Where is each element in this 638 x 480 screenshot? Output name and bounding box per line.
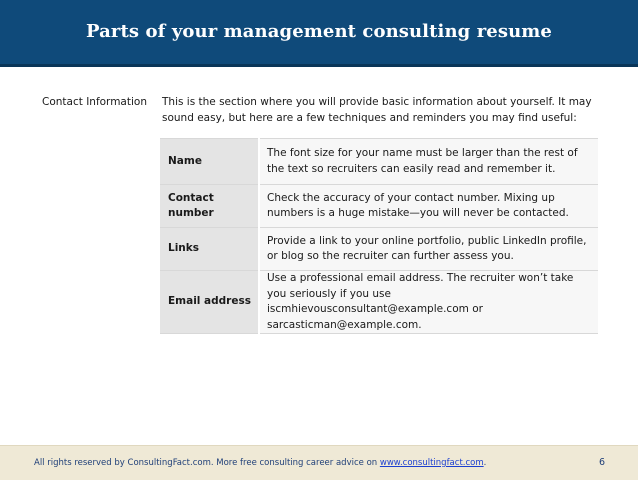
section-label: Contact Information — [42, 96, 147, 108]
footer-copyright — [34, 458, 486, 468]
footer-text-prefix: All rights reserved by ConsultingFact.com. More free consulting career advice on — [34, 458, 380, 468]
table-row — [160, 139, 598, 185]
tip-key-links: Links — [160, 228, 259, 271]
page-number: 6 — [598, 457, 605, 468]
table-row — [160, 228, 598, 271]
tip-key-email-address: Email address — [160, 271, 259, 334]
footer-website-link[interactable]: www.consultingfact.com — [379, 458, 484, 468]
tips-table — [160, 138, 598, 334]
table-row — [160, 271, 598, 334]
tip-text-name: The font size for your name must be larger than the rest of the text so recruiters can easily read and remember it. — [259, 139, 598, 185]
slide-title: Parts of your management consulting resume — [86, 21, 552, 42]
tip-text-links: Provide a link to your online portfolio, public LinkedIn profile, or blog so the recruiter can further assess you. — [259, 228, 598, 271]
table-row — [160, 185, 598, 228]
footer-bar — [0, 445, 638, 480]
tip-key-name: Name — [160, 139, 259, 185]
tip-key-contact-number: Contact number — [160, 185, 259, 228]
footer-text-suffix: . — [483, 458, 487, 468]
title-bar — [0, 0, 638, 67]
tip-text-email-address: Use a professional email address. The recruiter won’t take you seriously if you use iscmhievousconsultant@example.com or sarcasticman@example.com. — [259, 271, 598, 334]
tip-text-contact-number: Check the accuracy of your contact number. Mixing up numbers is a huge mistake—you will never be contacted. — [259, 185, 598, 228]
section-intro: This is the section where you will provide basic information about yourself. It may sound easy, but here are a few techniques and reminders you may find useful: — [162, 96, 592, 124]
